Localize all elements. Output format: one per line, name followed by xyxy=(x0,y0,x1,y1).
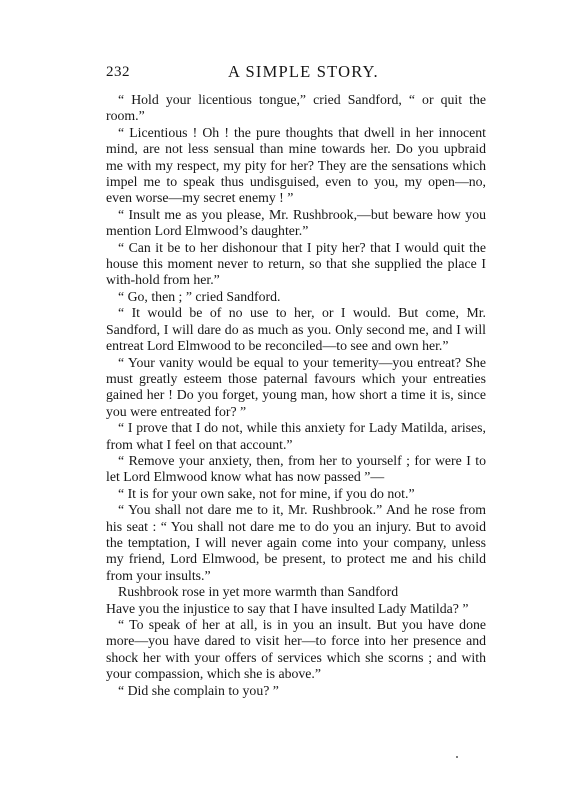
paragraph: “ Your vanity would be equal to your temerity—you entreat? She must greatly esteem those paternal favours which your entreaties gained her ! Do you forget, young man, how short a time it is, since you were entreated for? ” xyxy=(106,354,486,419)
paragraph: “ I prove that I do not, while this anxiety for Lady Matilda, arises, from what I feel on that account.” xyxy=(106,420,486,452)
paragraph: Have you the injustice to say that I have insulted Lady Matilda? ” xyxy=(106,600,469,616)
paragraph: “ Hold your licentious tongue,” cried Sandford, “ or quit the room.” xyxy=(106,92,486,124)
paragraph: Rushbrook rose in yet more warmth than Sandford xyxy=(118,584,399,600)
paragraph: “ You shall not dare me to it, Mr. Rushbrook.” And he rose from his seat : “ You shall not dare me to do you an injury. But to avoid the temptation, I will never again come into your company, unless my friend, Lord Elmwood, be present, to protect me and his child from your insults.” xyxy=(106,502,486,583)
paragraph: “ Remove your anxiety, then, from her to yourself ; for were I to let Lord Elmwood know what has now passed ”— xyxy=(106,452,486,485)
running-title: A SIMPLE STORY. xyxy=(228,62,379,81)
paragraph: “ Go, then ; ” cried Sandford. xyxy=(118,288,281,304)
paragraph: “ To speak of her at all, is in you an insult. But you have done more—you have dared to visit her—to force into her presence and shock her with your offers of services which she scorns ; and with your compassion, which she is above.” xyxy=(106,617,486,682)
print-speck xyxy=(456,756,458,758)
paragraph: “ It would be of no use to her, or I would. But come, Mr. Sandford, I will dare do as much as you. Only second me, and I will entreat Lord Elmwood to be reconciled—to see and own her.” xyxy=(106,305,486,354)
paragraph: “ Can it be to her dishonour that I pity her? that I would quit the house this moment never to return, so that she supplied the place I with-hold from her.” xyxy=(106,239,486,288)
paragraph: “ It is for your own sake, not for mine, if you do not.” xyxy=(118,485,415,501)
paragraph: “ Did she complain to you? ” xyxy=(118,682,279,698)
body-text xyxy=(106,92,486,699)
paragraph: “ Insult me as you please, Mr. Rushbrook,—but beware how you mention Lord Elmwood’s daughter.” xyxy=(106,206,486,239)
paragraph: “ Licentious ! Oh ! the pure thoughts that dwell in her innocent mind, are not less sensual than mine towards her. Do you upbraid me with my respect, my pity for her? They are the sensations which impel me to speak thus undisguised, even to you, my open—no, even worse—my secret enemy ! ” xyxy=(106,124,486,206)
page-number: 232 xyxy=(106,64,130,80)
page-header xyxy=(106,62,486,84)
